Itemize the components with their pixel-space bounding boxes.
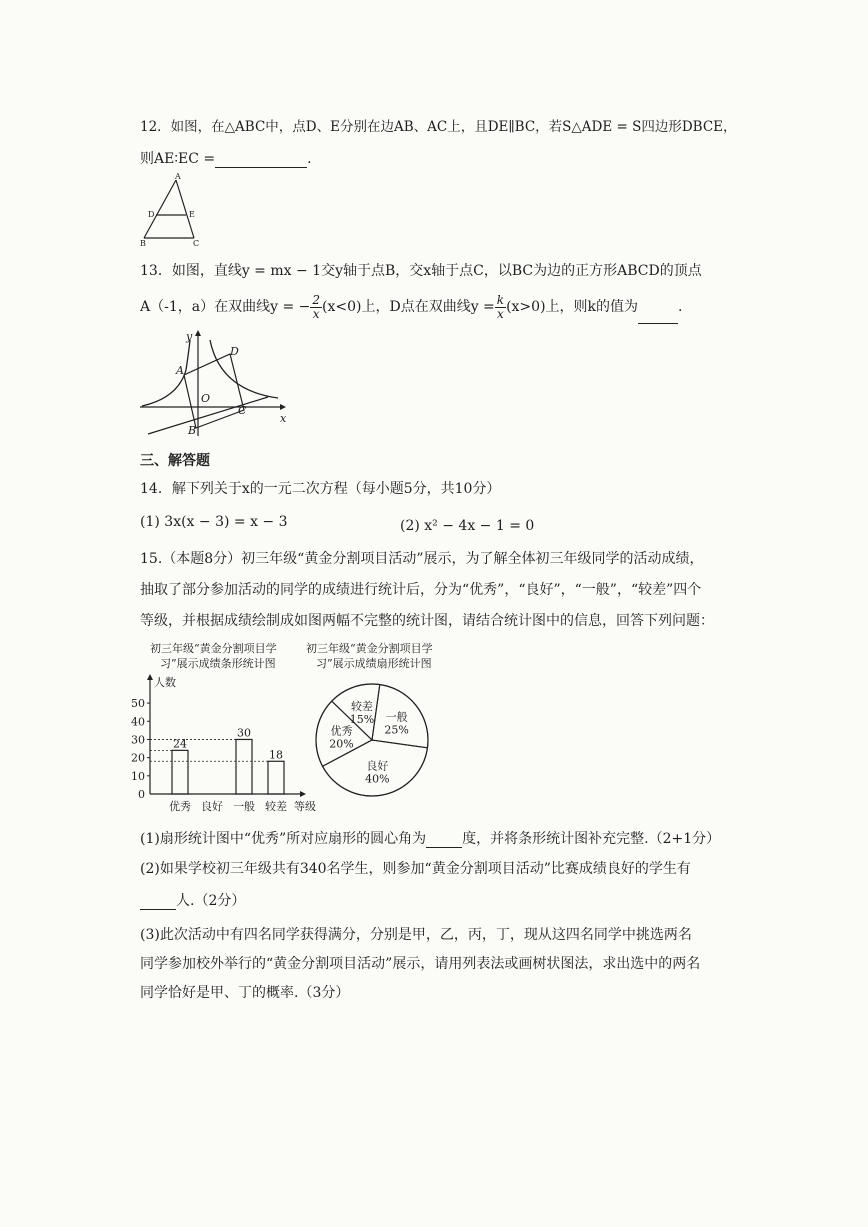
q12-line2-prefix: 则AE∶EC =	[140, 151, 216, 167]
bar-value-label-0: 24	[173, 737, 187, 751]
pie-value-label-1: 40%	[365, 772, 390, 786]
q13-fraction-1: $\frac{2}{x}$	[312, 292, 321, 321]
bar-category-label-0: 优秀	[169, 800, 191, 813]
q13-answer-blank[interactable]	[638, 309, 678, 324]
bar-category-label-3: 较差	[265, 800, 287, 813]
q12-line1: 12．如图，在△ABC中，点D、E分别在边AB、AC上，且DE∥BC，若S△ADE = S四边形DBCE，	[140, 119, 737, 135]
bar-y-tick-label: 10	[131, 769, 145, 783]
q13-label-d: D	[230, 345, 239, 358]
q13-line2	[140, 290, 682, 324]
q15-sub3-line3: 同学恰好是甲、丁的概率.（3分）	[140, 985, 350, 1001]
bar-y-axis-label: 人数	[154, 676, 176, 689]
q15-sub1-a: (1)扇形统计图中“优秀”所对应扇形的圆心角为	[140, 831, 427, 847]
q13-line2-end: .	[678, 299, 683, 315]
q15-sub3-line2: 同学参加校外举行的“黄金分割项目活动”展示，请用列表法或画树状图法，求出选中的两名	[140, 956, 701, 972]
section-title: 三、解答题	[140, 453, 210, 469]
q15-sub2-b: 人.（2分）	[176, 893, 246, 909]
bar-category-label-1: 良好	[201, 800, 223, 813]
bar-chart-title-line1: 初三年级“黄金分割项目学	[150, 642, 277, 655]
pie-value-label-0: 25%	[384, 723, 409, 737]
bar-chart-title-line2: 习”展示成绩条形统计图	[160, 657, 276, 670]
bar-chart	[128, 670, 318, 820]
q15-sub1	[140, 830, 720, 848]
pie-label-3: 较差	[350, 699, 373, 713]
q13-fraction-2: $\frac{k}{x}$	[496, 292, 505, 321]
bar-y-tick-label: 40	[131, 715, 145, 729]
bar-y-tick-label: 0	[138, 788, 145, 801]
bar-0	[172, 750, 188, 794]
q12-answer-blank[interactable]	[215, 153, 307, 168]
q15-sub2-line1: (2)如果学校初三年级共有340名学生，则参加“黄金分割项目活动”比赛成绩良好的学生有	[140, 861, 691, 877]
q12-label-a: A	[175, 172, 181, 181]
q15-line3: 等级，并根据成绩绘制成如图两幅不完整的统计图，请结合统计图中的信息，回答下列问题：	[140, 613, 714, 629]
q12-label-e: E	[189, 210, 195, 219]
q12-triangle-figure	[138, 172, 208, 248]
bar-value-label-2: 30	[237, 726, 251, 740]
q13-label-b: B	[188, 424, 197, 437]
bar-y-tick-label: 30	[131, 733, 145, 747]
bar-3	[268, 761, 284, 794]
q13-label-x: x	[280, 412, 287, 425]
pie-value-label-2: 20%	[329, 737, 354, 751]
q14-equation-1: (1) 3x(x − 3) = x − 3	[140, 514, 288, 530]
pie-value-label-3: 15%	[349, 712, 375, 726]
q15-sub2-line2	[140, 892, 245, 910]
q15-sub1-b: 度，并将条形统计图补充完整.（2+1分）	[462, 831, 721, 847]
q13-label-c: C	[238, 404, 247, 417]
q15-line2: 抽取了部分参加活动的同学的成绩进行统计后，分为“优秀”，“良好”，“一般”，“较差”四个	[140, 582, 702, 598]
pie-label-2: 优秀	[330, 724, 353, 738]
q13-line2-a: A（-1，a）在双曲线y = −	[140, 299, 311, 315]
q13-label-o: O	[201, 392, 211, 405]
pie-label-1: 良好	[366, 759, 389, 773]
q13-line2-c: (x>0)上，则k的值为	[506, 299, 639, 315]
q12-label-b: B	[140, 239, 146, 248]
q12-label-d: D	[148, 210, 155, 219]
q12-line2-suffix: .	[307, 151, 312, 167]
q12-label-c: C	[193, 239, 200, 248]
bar-category-label-2: 一般	[233, 800, 255, 813]
q15-sub3-line1: (3)此次活动中有四名同学获得满分，分别是甲，乙，丙，丁，现从这四名同学中挑选两名	[140, 927, 692, 943]
pie-chart	[314, 682, 434, 802]
bar-y-tick-label: 50	[131, 697, 145, 711]
bar-value-label-3: 18	[269, 748, 283, 762]
q12-line2	[140, 150, 312, 168]
q13-line2-b: (x<0)上，D点在双曲线y =	[322, 299, 495, 315]
q14-equation-2: (2) x² − 4x − 1 = 0	[400, 518, 535, 534]
q15-sub2-blank[interactable]	[140, 895, 176, 910]
pie-label-0: 一般	[385, 710, 408, 724]
bar-y-tick-label: 20	[131, 751, 145, 765]
q15-line1: 15.（本题8分）初三年级“黄金分割项目活动”展示，为了解全体初三年级同学的活动成绩，	[140, 551, 704, 567]
bar-x-axis-label: 等级	[294, 800, 316, 813]
q15-sub1-blank[interactable]	[426, 833, 462, 848]
q13-hyperbola-figure	[138, 330, 288, 440]
q13-label-y: y	[186, 330, 193, 343]
bar-x-axis-arrow	[300, 791, 306, 797]
bar-y-axis-arrow	[147, 674, 153, 680]
pie-chart-title-line1: 初三年级“黄金分割项目学	[306, 642, 433, 655]
q13-line1: 13．如图，直线y = mx − 1交y轴于点B，交x轴于点C，以BC为边的正方形ABCD的顶点	[140, 263, 702, 279]
pie-chart-title-line2: 习”展示成绩扇形统计图	[316, 657, 432, 670]
q13-label-a: A	[176, 364, 184, 377]
bar-2	[236, 739, 252, 794]
q14-intro: 14．解下列关于x的一元二次方程（每小题5分，共10分）	[140, 481, 501, 497]
